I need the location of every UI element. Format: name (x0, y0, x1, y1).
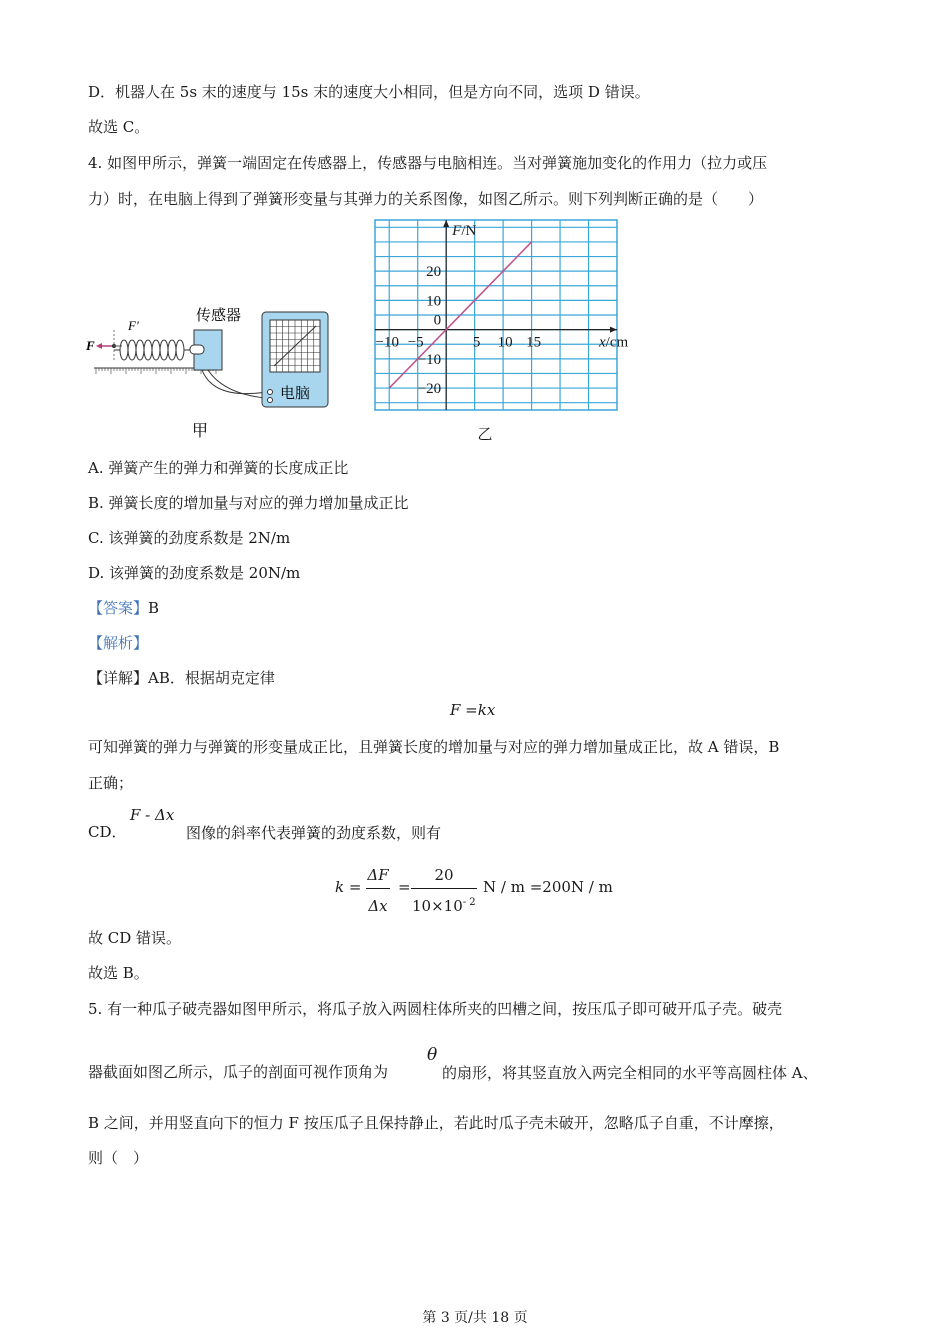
force-f-label: F (86, 338, 95, 353)
frac-bar-2 (411, 888, 477, 889)
q5-stem-line1: 5. 有一种瓜子破壳器如图甲所示，将瓜子放入两圆柱体所夹的凹槽之间，按压瓜子即可破开瓜子壳。破壳 (88, 1000, 783, 1018)
sensor-label: 传感器 (196, 308, 242, 324)
y-tick-label: 10 (426, 293, 442, 310)
cd-suffix: 图像的斜率代表弹簧的劲度系数，则有 (186, 824, 442, 842)
q4-stem-line1: 4. 如图甲所示，弹簧一端固定在传感器上，传感器与电脑相连。当对弹簧施加变化的作用力（拉力或压 (88, 154, 768, 172)
x-axis-arrow (610, 327, 617, 333)
k-den2-exponent: - 2 (462, 897, 476, 908)
y-tick-label: −20 (417, 381, 442, 398)
line-d-statement: D．机器人在 5s 末的速度与 15s 末的速度大小相同，但是方向不同，选项 D 错误。 (88, 83, 650, 101)
cd-formula: F - Δx (130, 806, 175, 824)
q5-stem-line2b: 的扇形，将其竖直放入两完全相同的水平等高圆柱体 A、 (442, 1064, 818, 1082)
x-tick-label: 5 (472, 334, 481, 351)
x-axis-label: x/cm (599, 334, 629, 351)
answer-value: B (148, 599, 160, 617)
answer-tag: 【答案】 (88, 599, 149, 617)
k-eq: = (398, 878, 411, 896)
y-tick-label: 20 (426, 264, 442, 281)
k-den1: Δx (368, 897, 388, 915)
spring (114, 340, 196, 360)
answer-line (88, 598, 159, 618)
explanation-line2: 正确； (88, 774, 134, 792)
caption-jia: 甲 (192, 423, 209, 440)
y-axis-arrow (443, 220, 449, 227)
x-tick-label: 10 (497, 334, 513, 351)
origin-label: 0 (433, 312, 442, 329)
x-tick-label: −5 (407, 334, 424, 351)
y-tick-label: −10 (417, 351, 442, 368)
k-rhs: N / m =200N / m (483, 878, 613, 896)
hooke-formula: F =kx (450, 701, 496, 719)
force-arrows (96, 330, 122, 362)
k-lhs: k = (335, 878, 362, 896)
x-tick-label: −10 (375, 334, 399, 351)
explanation-line1: 可知弹簧的弹力与弹簧的形变量成正比，且弹簧长度的增加量与对应的弹力增加量成正比，故 A 错误，B (88, 738, 780, 756)
y-axis-label: F/N (452, 223, 477, 239)
option-a: A. 弹簧产生的弹力和弹簧的长度成正比 (88, 459, 349, 477)
k-num1: ΔF (367, 866, 389, 884)
line-choose-c: 故选 C。 (88, 118, 150, 136)
option-d: D. 该弹簧的劲度系数是 20N/m (88, 564, 301, 582)
q5-stem-line2a: 器截面如图乙所示，瓜子的剖面可视作顶角为 (88, 1063, 389, 1081)
force-f-prime-label: F′ (128, 318, 139, 333)
cd-wrong: 故 CD 错误。 (88, 929, 182, 947)
figure-jia (84, 300, 344, 445)
k-num2: 20 (434, 866, 454, 884)
option-c: C. 该弹簧的劲度系数是 2N/m (88, 529, 291, 547)
page-footer: 第 3 页/共 18 页 (422, 1310, 528, 1326)
x-tick-label: 15 (526, 334, 542, 351)
k-den2-base: 10×10 (412, 897, 463, 915)
option-b: B. 弹簧长度的增加量与对应的弹力增加量成正比 (88, 494, 409, 512)
detail-line: 【详解】AB．根据胡克定律 (88, 669, 275, 687)
q4-stem-line2: 力）时，在电脑上得到了弹簧形变量与其弹力的关系图像，如图乙所示。则下列判断正确的是（ ） (88, 190, 764, 208)
k-den2 (412, 897, 476, 915)
caption-yi: 乙 (477, 427, 493, 443)
cd-prefix: CD． (88, 823, 127, 841)
computer-label: 电脑 (280, 386, 311, 402)
frac-bar-1 (366, 888, 390, 889)
choose-b: 故选 B。 (88, 964, 149, 982)
analysis-tag: 【解析】 (88, 634, 149, 652)
q5-stem-line4: 则（ ） (88, 1149, 149, 1167)
theta-symbol: θ (427, 1045, 438, 1065)
figure-yi-chart (370, 215, 650, 447)
q5-stem-line3: B 之间，并用竖直向下的恒力 F 按压瓜子且保持静止，若此时瓜子壳未破开，忽略瓜子自重，不计摩擦， (88, 1114, 784, 1132)
